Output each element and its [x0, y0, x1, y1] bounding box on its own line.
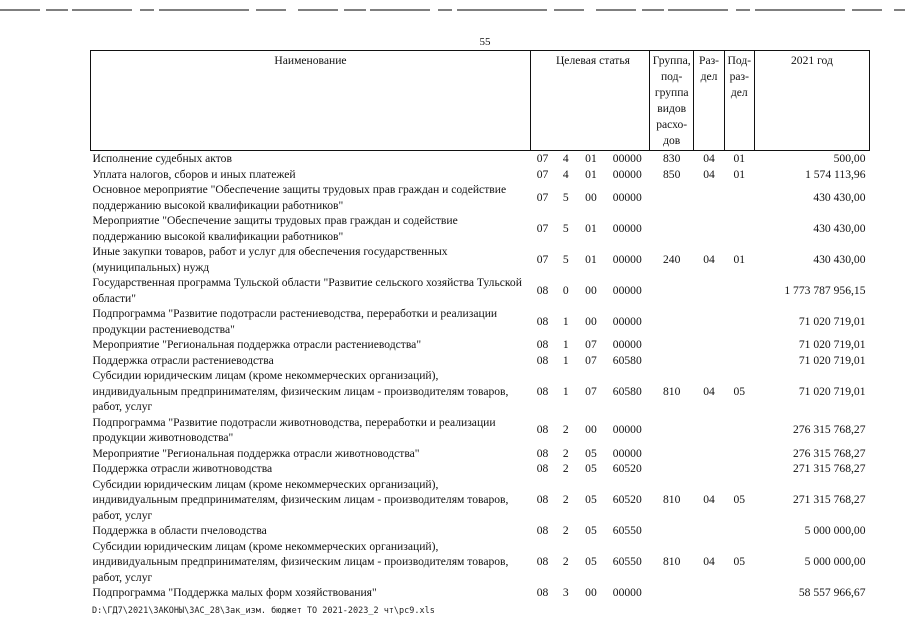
table-row	[91, 337, 870, 353]
amount: 1 773 787 956,15	[784, 283, 866, 297]
target-code-4: 00000	[612, 338, 642, 351]
section-code	[694, 523, 724, 539]
target-code-2: 2	[562, 555, 569, 568]
target-code-3: 05	[585, 493, 597, 506]
target-code-3: 00	[585, 283, 597, 297]
row-name: Поддержка в области пчеловодства	[92, 524, 267, 537]
row-name: Субсидии юридическим лицам (кроме некоммерческих организаций), индивидуальным предпринимателям, физическим лицам - производителям товаров, работ, услуг	[92, 369, 509, 413]
target-code-1: 07	[536, 152, 549, 165]
target-code-2: 4	[562, 167, 569, 181]
subsection-code: 01	[733, 167, 746, 181]
amount: 71 020 719,01	[798, 314, 866, 328]
target-code-4: 60550	[612, 524, 642, 537]
section-code	[694, 213, 724, 244]
target-code-4: 00000	[612, 167, 642, 181]
header-subsection: Под-раз-дел	[724, 51, 754, 151]
target-code-3: 07	[585, 353, 597, 367]
target-code-3: 01	[585, 221, 597, 235]
budget-table	[90, 50, 870, 601]
page-number: 55	[479, 36, 491, 48]
amount: 5 000 000,00	[804, 555, 866, 568]
target-code-3: 05	[585, 462, 597, 475]
amount: 271 315 768,27	[793, 462, 866, 475]
target-code-4: 00000	[612, 221, 642, 235]
subsection-code	[724, 182, 754, 213]
target-code-4: 00000	[612, 252, 642, 266]
table-row	[91, 353, 870, 369]
table-row	[91, 182, 870, 213]
expense-group	[650, 275, 694, 306]
target-code-1: 07	[536, 190, 549, 204]
section-code	[694, 337, 724, 353]
target-code-1: 07	[536, 167, 549, 181]
expense-group	[650, 415, 694, 446]
row-name: Поддержка отрасли растениеводства	[92, 353, 274, 367]
subsection-code: 01	[733, 252, 746, 266]
section-code	[694, 585, 724, 601]
amount: 430 430,00	[813, 221, 866, 235]
amount: 430 430,00	[813, 252, 866, 266]
target-code-2: 1	[562, 353, 569, 367]
amount: 71 020 719,01	[798, 384, 866, 398]
expense-group: 810	[663, 493, 681, 506]
target-code-3: 07	[585, 338, 597, 351]
target-code-2: 5	[562, 221, 569, 235]
subsection-code	[724, 523, 754, 539]
expense-group	[650, 585, 694, 601]
amount: 500,00	[833, 152, 866, 165]
expense-group	[650, 353, 694, 369]
amount: 71 020 719,01	[798, 338, 866, 351]
target-code-4: 00000	[612, 586, 642, 599]
target-code-1: 08	[536, 384, 549, 398]
table-row	[91, 523, 870, 539]
subsection-code	[724, 306, 754, 337]
target-code-4: 00000	[612, 283, 642, 297]
amount: 58 557 966,67	[798, 586, 866, 599]
target-code-4: 60550	[612, 555, 642, 568]
subsection-code	[724, 415, 754, 446]
expense-group	[650, 446, 694, 462]
section-code: 04	[703, 384, 715, 398]
header-expense-group: Группа, под-группа видов расхо-дов	[650, 51, 694, 151]
row-name: Подпрограмма "Развитие подотрасли животноводства, переработки и реализации продукции животноводства"	[92, 415, 496, 444]
target-code-4: 60520	[612, 493, 642, 506]
table-row	[91, 446, 870, 462]
target-code-1: 08	[536, 555, 549, 568]
header-year: 2021 год	[754, 51, 869, 151]
section-code: 04	[703, 252, 715, 266]
row-name: Иные закупки товаров, работ и услуг для обеспечения государственных (муниципальных) нужд	[92, 245, 448, 274]
table-row	[91, 244, 870, 275]
target-code-1: 08	[536, 283, 549, 297]
header-section: Раз-дел	[694, 51, 724, 151]
target-code-1: 08	[536, 338, 549, 351]
target-code-4: 00000	[612, 152, 642, 165]
row-name: Подпрограмма "Поддержка малых форм хозяйствования"	[92, 586, 377, 599]
row-name: Основное мероприятие "Обеспечение защиты трудовых прав граждан и содействие поддержанию высокой квалификации работников"	[92, 183, 507, 212]
amount: 276 315 768,27	[793, 446, 866, 460]
row-name: Субсидии юридическим лицам (кроме некоммерческих организаций), индивидуальным предпринимателям, физическим лицам - производителям товаров, работ, услуг	[92, 539, 509, 584]
target-code-4: 00000	[612, 446, 642, 460]
target-code-4: 00000	[612, 423, 642, 437]
table-row	[91, 306, 870, 337]
target-code-3: 00	[585, 586, 597, 599]
scan-edge-artifact	[0, 2, 905, 18]
row-name: Государственная программа Тульской области "Развитие сельского хозяйства Тульской области"	[92, 276, 522, 305]
header-name: Наименование	[91, 51, 531, 151]
target-code-2: 2	[562, 493, 569, 506]
row-name: Исполнение судебных актов	[92, 152, 232, 165]
expense-group: 810	[663, 384, 681, 398]
amount: 71 020 719,01	[798, 353, 866, 367]
target-code-2: 1	[562, 384, 569, 398]
subsection-code: 01	[733, 152, 746, 165]
table-row	[91, 368, 870, 415]
target-code-1: 08	[536, 586, 549, 599]
section-code	[694, 446, 724, 462]
subsection-code	[724, 275, 754, 306]
section-code	[694, 306, 724, 337]
target-code-4: 00000	[612, 314, 642, 328]
target-code-1: 08	[536, 493, 549, 506]
target-code-2: 2	[562, 446, 569, 460]
section-code	[694, 415, 724, 446]
subsection-code: 05	[733, 555, 746, 568]
amount: 271 315 768,27	[793, 493, 866, 506]
file-path-footer: D:\ГД7\2021\ЗАКОНЫ\ЗАС_28\Зак_изм. бюджет ТО 2021-2023_2 чт\рс9.xls	[92, 606, 435, 616]
target-code-2: 1	[562, 314, 569, 328]
row-name: Мероприятие "Региональная поддержка отрасли растениеводства"	[92, 338, 422, 351]
section-code: 04	[703, 167, 715, 181]
amount: 276 315 768,27	[793, 423, 866, 437]
target-code-2: 1	[562, 338, 569, 351]
target-code-3: 05	[585, 446, 597, 460]
header-target-article: Целевая статья	[530, 51, 649, 151]
section-code: 04	[703, 555, 715, 568]
table-row	[91, 539, 870, 586]
section-code	[694, 275, 724, 306]
target-code-2: 3	[562, 586, 569, 599]
row-name: Мероприятие "Региональная поддержка отрасли животноводства"	[92, 446, 420, 460]
expense-group	[650, 213, 694, 244]
table-row	[91, 415, 870, 446]
target-code-1: 08	[536, 423, 549, 437]
target-code-4: 60520	[612, 462, 642, 475]
target-code-2: 2	[562, 462, 569, 475]
section-code	[694, 182, 724, 213]
section-code	[694, 353, 724, 369]
target-code-2: 4	[562, 152, 569, 165]
target-code-3: 00	[585, 190, 597, 204]
subsection-code	[724, 461, 754, 477]
subsection-code	[724, 353, 754, 369]
table-row	[91, 275, 870, 306]
target-code-4: 60580	[612, 384, 642, 398]
expense-group: 240	[663, 252, 681, 266]
subsection-code: 05	[733, 493, 746, 506]
target-code-3: 01	[585, 252, 597, 266]
target-code-2: 2	[562, 423, 569, 437]
section-code: 04	[703, 493, 715, 506]
expense-group: 830	[663, 152, 681, 165]
target-code-1: 08	[536, 353, 549, 367]
target-code-1: 08	[536, 314, 549, 328]
table-row	[91, 461, 870, 477]
amount: 1 574 113,96	[805, 167, 866, 181]
row-name: Уплата налогов, сборов и иных платежей	[92, 167, 296, 181]
subsection-code	[724, 446, 754, 462]
row-name: Субсидии юридическим лицам (кроме некоммерческих организаций), индивидуальным предпринимателям, физическим лицам - производителям товаров, работ, услуг	[92, 477, 509, 522]
amount: 430 430,00	[813, 190, 866, 204]
target-code-3: 01	[585, 167, 597, 181]
expense-group	[650, 337, 694, 353]
target-code-3: 07	[585, 384, 597, 398]
target-code-3: 00	[585, 423, 597, 437]
target-code-1: 08	[536, 462, 549, 475]
target-code-2: 5	[562, 190, 569, 204]
expense-group	[650, 461, 694, 477]
table-row	[91, 167, 870, 183]
target-code-3: 01	[585, 152, 597, 165]
expense-group	[650, 523, 694, 539]
expense-group: 810	[663, 555, 681, 568]
target-code-3: 05	[585, 524, 597, 537]
target-code-4: 60580	[612, 353, 642, 367]
subsection-code	[724, 337, 754, 353]
target-code-1: 08	[536, 446, 549, 460]
target-code-1: 08	[536, 524, 549, 537]
target-code-3: 00	[585, 314, 597, 328]
row-name: Мероприятие "Обеспечение защиты трудовых прав граждан и содействие поддержанию высокой квалификации работников"	[92, 214, 458, 243]
target-code-1: 07	[536, 221, 549, 235]
table-row	[91, 477, 870, 524]
expense-group	[650, 306, 694, 337]
subsection-code	[724, 585, 754, 601]
target-code-1: 07	[536, 252, 549, 266]
row-name: Подпрограмма "Развитие подотрасли растениеводства, переработки и реализации продукции растениеводства"	[92, 307, 498, 336]
target-code-2: 5	[562, 252, 569, 266]
expense-group	[650, 182, 694, 213]
subsection-code	[724, 213, 754, 244]
section-code	[694, 461, 724, 477]
row-name: Поддержка отрасли животноводства	[92, 462, 273, 475]
target-code-2: 0	[562, 283, 569, 297]
expense-group: 850	[663, 167, 681, 181]
table-row	[91, 213, 870, 244]
section-code: 04	[703, 152, 715, 165]
target-code-2: 2	[562, 524, 569, 537]
table-row	[91, 585, 870, 601]
target-code-3: 05	[585, 555, 597, 568]
subsection-code: 05	[733, 384, 746, 398]
amount: 5 000 000,00	[804, 524, 866, 537]
target-code-4: 00000	[612, 190, 642, 204]
table-header-row	[91, 51, 870, 151]
table-row	[91, 151, 870, 167]
